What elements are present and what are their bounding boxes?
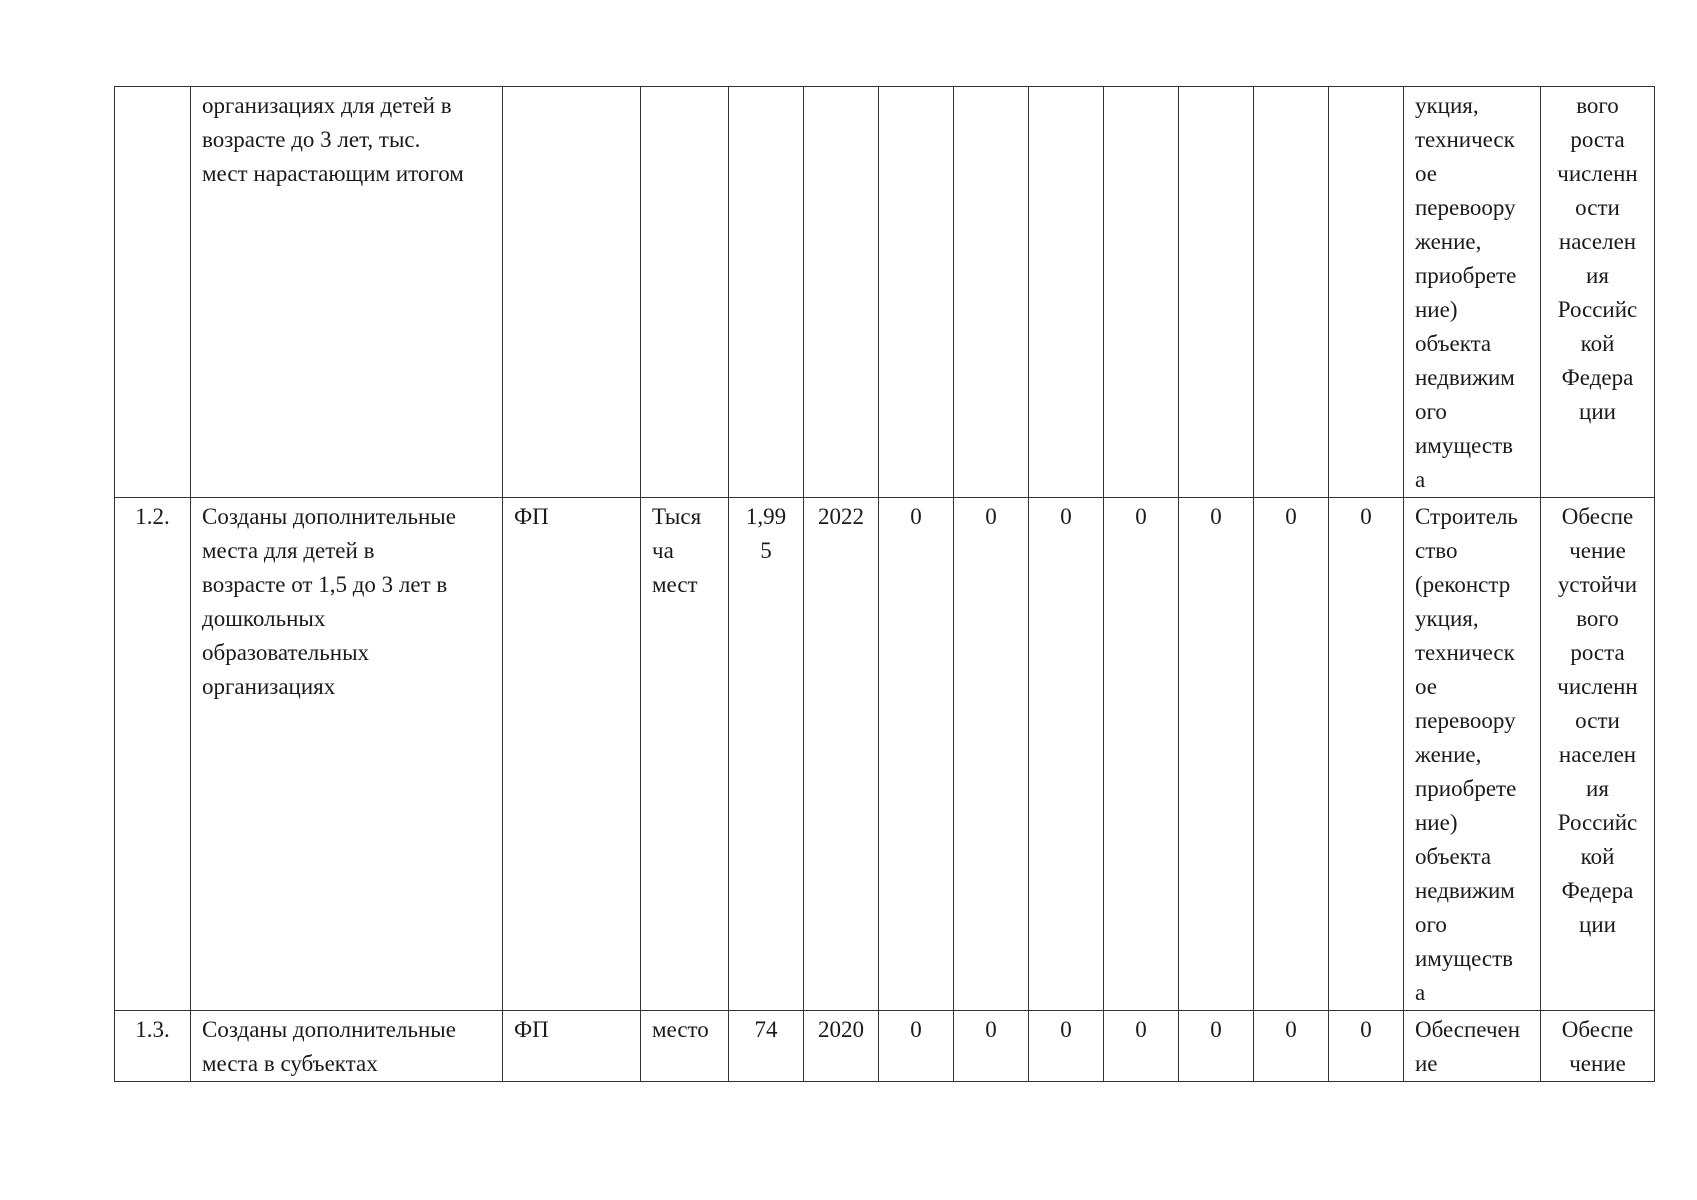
year-value-cell-text: 0 xyxy=(910,1017,922,1042)
year-value-cell xyxy=(1029,87,1104,498)
mechanism-cell-text: Строитель ство (реконстр укция, техническ ое перевоору жение, приобрете ние) объекта недвижим ого имуществ а xyxy=(1415,504,1518,1005)
year-value-cell xyxy=(879,1011,954,1082)
base-value-cell-text: 74 xyxy=(754,1017,778,1042)
year-value-cell-text: 0 xyxy=(1135,1017,1147,1042)
year-value-cell xyxy=(1104,498,1179,1011)
base-value-cell-text: 1,99 5 xyxy=(745,504,787,563)
base-value-cell xyxy=(729,87,804,498)
row-number-cell xyxy=(115,87,191,498)
table-row xyxy=(115,498,1655,1011)
row-number-cell xyxy=(115,1011,191,1082)
source-cell xyxy=(503,87,641,498)
goal-cell-text: Обеспе чение устойчи вого роста численн ости населен ия Российс кой Федера ции xyxy=(1557,504,1638,937)
unit-cell xyxy=(641,87,729,498)
base-value-cell xyxy=(729,1011,804,1082)
source-cell xyxy=(503,498,641,1011)
year-value-cell xyxy=(954,498,1029,1011)
year-value-cell-text: 0 xyxy=(1360,504,1372,529)
unit-cell-text: Тыся ча мест xyxy=(652,504,702,597)
year-value-cell-text: 0 xyxy=(1285,1017,1297,1042)
base-value-cell xyxy=(729,498,804,1011)
year-value-cell-text: 0 xyxy=(1210,1017,1222,1042)
row-number-cell xyxy=(115,498,191,1011)
year-value-cell xyxy=(1329,87,1404,498)
source-cell xyxy=(503,1011,641,1082)
base-year-cell xyxy=(804,498,879,1011)
source-cell-text: ФП xyxy=(514,1017,549,1042)
unit-cell-text: место xyxy=(652,1017,709,1042)
year-value-cell-text: 0 xyxy=(1060,1017,1072,1042)
mechanism-cell-text: укция, техническ ое перевоору жение, приобрете ние) объекта недвижим ого имуществ а xyxy=(1415,93,1517,492)
indicator-name-cell xyxy=(191,1011,503,1082)
year-value-cell-text: 0 xyxy=(985,504,997,529)
year-value-cell xyxy=(1179,498,1254,1011)
table-row xyxy=(115,1011,1655,1082)
base-year-cell-text: 2020 xyxy=(818,1017,864,1042)
row-number-cell-text: 1.2. xyxy=(135,504,170,529)
year-value-cell xyxy=(954,1011,1029,1082)
year-value-cell xyxy=(1329,498,1404,1011)
unit-cell xyxy=(641,498,729,1011)
year-value-cell xyxy=(1254,87,1329,498)
mechanism-cell-text: Обеспечен ие xyxy=(1415,1017,1521,1076)
year-value-cell xyxy=(954,87,1029,498)
year-value-cell xyxy=(879,87,954,498)
indicator-name-cell-text: Созданы дополнительные места для детей в возрасте от 1,5 до 3 лет в дошкольных образовательных организациях xyxy=(202,504,456,699)
indicator-name-cell-text: Созданы дополнительные места в субъектах xyxy=(202,1017,456,1076)
year-value-cell xyxy=(1179,87,1254,498)
year-value-cell-text: 0 xyxy=(1060,504,1072,529)
year-value-cell xyxy=(879,498,954,1011)
year-value-cell-text: 0 xyxy=(1285,504,1297,529)
year-value-cell xyxy=(1254,1011,1329,1082)
mechanism-cell xyxy=(1404,498,1541,1011)
mechanism-cell xyxy=(1404,87,1541,498)
goal-cell xyxy=(1541,1011,1655,1082)
indicator-name-cell xyxy=(191,498,503,1011)
goal-cell xyxy=(1541,87,1655,498)
base-year-cell-text: 2022 xyxy=(818,504,864,529)
year-value-cell-text: 0 xyxy=(1135,504,1147,529)
table-row xyxy=(115,87,1655,498)
indicator-name-cell-text: организациях для детей в возрасте до 3 лет, тыс. мест нарастающим итогом xyxy=(202,93,464,186)
goal-cell-text: вого роста численн ости населен ия Российс кой Федера ции xyxy=(1557,93,1638,424)
year-value-cell-text: 0 xyxy=(910,504,922,529)
year-value-cell-text: 0 xyxy=(1210,504,1222,529)
year-value-cell xyxy=(1029,498,1104,1011)
base-year-cell xyxy=(804,1011,879,1082)
goal-cell xyxy=(1541,498,1655,1011)
indicators-table xyxy=(114,86,1655,1082)
year-value-cell xyxy=(1254,498,1329,1011)
year-value-cell xyxy=(1179,1011,1254,1082)
unit-cell xyxy=(641,1011,729,1082)
mechanism-cell xyxy=(1404,1011,1541,1082)
year-value-cell xyxy=(1029,1011,1104,1082)
year-value-cell-text: 0 xyxy=(985,1017,997,1042)
base-year-cell xyxy=(804,87,879,498)
year-value-cell xyxy=(1104,1011,1179,1082)
source-cell-text: ФП xyxy=(514,504,549,529)
indicator-name-cell xyxy=(191,87,503,498)
goal-cell-text: Обеспе чение xyxy=(1561,1017,1634,1076)
year-value-cell xyxy=(1329,1011,1404,1082)
row-number-cell-text: 1.3. xyxy=(135,1017,170,1042)
year-value-cell xyxy=(1104,87,1179,498)
year-value-cell-text: 0 xyxy=(1360,1017,1372,1042)
